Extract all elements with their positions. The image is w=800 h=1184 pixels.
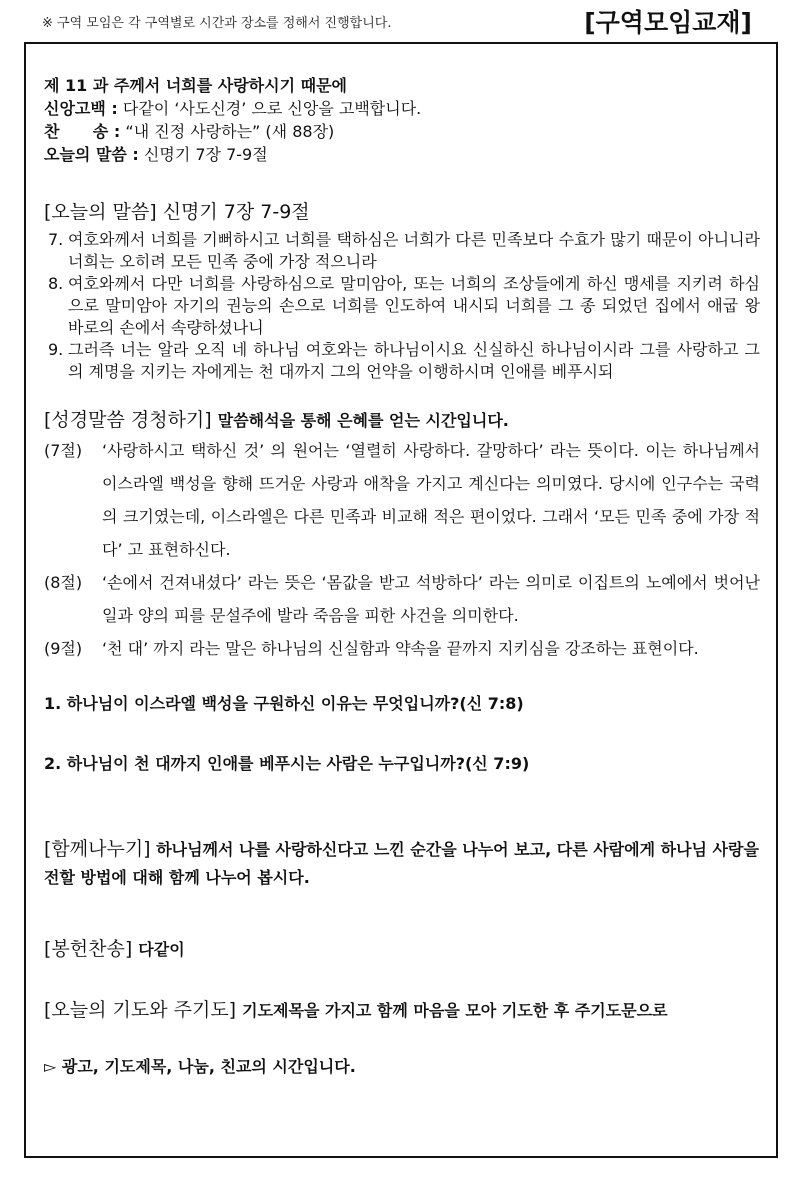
verse-list <box>44 229 760 383</box>
confession-label: 신앙고백 : <box>44 99 118 118</box>
verse-text: 여호와께서 너희를 기뻐하시고 너희를 택하심은 너희가 다른 민족보다 수효가 많기 때문이 아니니라 너희는 오히려 모든 민족 중에 가장 적으니라 <box>68 230 760 271</box>
hymn-line <box>44 120 760 143</box>
verse-text: 여호와께서 다만 너희를 사랑하심으로 말미암아, 또는 너희의 조상들에게 하신 맹세를 지키려 하심으로 말미암아 자기의 권능의 손으로 너희를 인도하여 내시되 너희를 그 종 되었던 집에서 애굽 왕 바로의 손에서 속량하셨나니 <box>68 274 760 337</box>
verse-item <box>44 229 760 273</box>
explanation-item <box>44 566 760 632</box>
verse-text: 그러즉 너는 알라 오직 네 하나님 여호와는 하나님이시요 신실하신 하나님이시라 그를 사랑하고 그의 계명을 지키는 자에게는 천 대까지 그의 언약을 이행하시며 인애를 베푸시되 <box>68 340 760 381</box>
explanation-text: ‘손에서 건져내셨다’ 라는 뜻은 ‘몸값을 받고 석방하다’ 라는 의미로 이집트의 노예에서 벗어난 일과 양의 피를 문설주에 발라 죽음을 피한 사건을 의미한다. <box>102 573 760 625</box>
scripture-heading-tag: [오늘의 말씀] <box>44 201 157 223</box>
content <box>44 74 760 1077</box>
sharing-section <box>44 835 760 892</box>
hymn-value: “내 진정 사랑하는” (새 88장) <box>125 122 335 141</box>
hymn-label: 찬 송 : <box>44 122 121 141</box>
header-note: ※ 구역 모임은 각 구역별로 시간과 장소를 정해서 진행합니다. <box>42 16 392 31</box>
triangle-right-icon: ▻ <box>44 1057 57 1076</box>
sharing-heading-tag: [함께나누기] <box>44 838 151 860</box>
todays-word-line <box>44 143 760 166</box>
prayer-section <box>44 997 760 1024</box>
explanation-item <box>44 434 760 566</box>
explanation-item <box>44 632 760 665</box>
confession-line <box>44 97 760 120</box>
verse-number: 8. <box>48 274 64 293</box>
verse-number: 9. <box>48 340 64 359</box>
todays-word-value: 신명기 7장 7-9절 <box>143 145 268 164</box>
question-2: 2. 하나님이 천 대까지 인애를 베푸시는 사람은 누구입니까?(신 7:9) <box>44 754 530 773</box>
prayer-heading-tag: [오늘의 기도와 주기도] <box>44 999 237 1021</box>
closing-line <box>44 1054 760 1077</box>
verse-item <box>44 339 760 383</box>
explanation-text: ‘사랑하시고 택하신 것’ 의 원어는 ‘열렬히 사랑하다. 갈망하다’ 라는 뜻이다. 이는 하나님께서 이스라엘 백성을 향해 뜨거운 사랑과 애착을 가지고 계신다는 의미였다. 당시에 인구수는 국력의 크기였는데, 이스라엘은 다른 민족과 비교해 적은 편이었다. 그래서 ‘모든 민족 중에 가장 적다’ 고 표현하신다. <box>102 441 760 559</box>
verse-item <box>44 273 760 339</box>
listening-heading-text: 말씀해석을 통해 은혜를 얻는 시간입니다. <box>217 411 509 430</box>
document-title: [구역모임교재] <box>584 8 752 37</box>
verse-number: 7. <box>48 230 64 249</box>
explanation-text: ‘천 대’ 까지 라는 말은 하나님의 신실함과 약속을 끝까지 지키심을 강조하는 표현이다. <box>102 639 699 658</box>
explanation-number: (8절) <box>44 573 83 592</box>
scripture-heading-ref: 신명기 7장 7-9절 <box>162 201 310 223</box>
content-frame <box>24 42 778 1158</box>
explanation-list <box>44 434 760 665</box>
offering-section <box>44 936 760 963</box>
offering-text: 다같이 <box>138 940 185 959</box>
prayer-text: 기도제목을 가지고 함께 마음을 모아 기도한 후 주기도문으로 <box>242 1001 668 1020</box>
offering-heading-tag: [봉헌찬송] <box>44 938 133 960</box>
closing-text: 광고, 기도제목, 나눔, 친교의 시간입니다. <box>61 1057 356 1076</box>
listening-heading <box>44 407 760 434</box>
lesson-title: 제 11 과 주께서 너희를 사랑하시기 때문에 <box>44 76 347 95</box>
explanation-number: (7절) <box>44 441 83 460</box>
listening-heading-tag: [성경말씀 경청하기] <box>44 409 212 431</box>
question-1: 1. 하나님이 이스라엘 백성을 구원하신 이유는 무엇입니까?(신 7:8) <box>44 694 524 713</box>
explanation-number: (9절) <box>44 639 83 658</box>
scripture-heading <box>44 199 760 225</box>
sharing-text: 하나님께서 나를 사랑하신다고 느낀 순간을 나누어 보고, 다른 사람에게 하나님 사랑을 전할 방법에 대해 함께 나누어 봅시다. <box>44 840 759 887</box>
confession-value: 다같이 ‘사도신경’ 으로 신앙을 고백합니다. <box>122 99 422 118</box>
todays-word-label: 오늘의 말씀 : <box>44 145 139 164</box>
